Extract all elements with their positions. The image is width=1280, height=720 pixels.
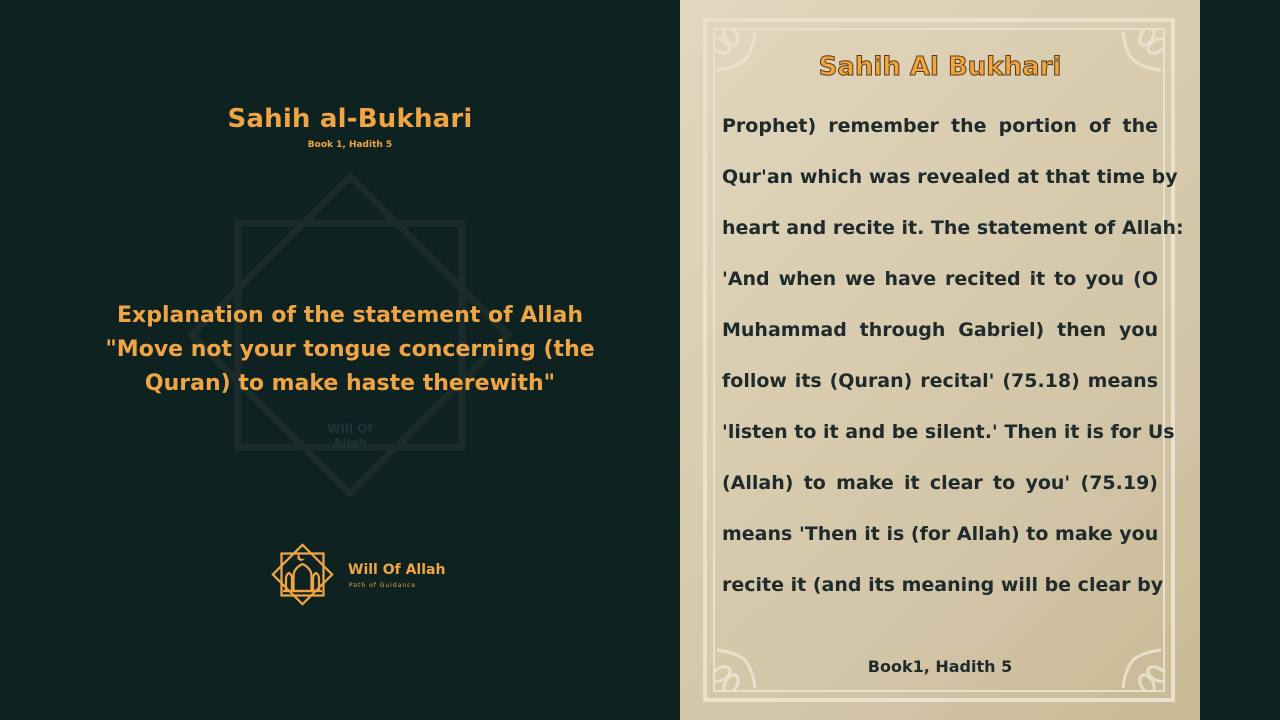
explanation-line: Explanation of the statement of Allah	[117, 303, 583, 328]
explanation-line: Quran) to make haste therewith"	[144, 371, 556, 396]
mosque-star-icon	[265, 537, 340, 612]
hadith-line: follow its (Quran) recital' (75.18) means	[722, 370, 1158, 392]
right-margin	[1200, 0, 1280, 720]
page-subtitle: Book 1, Hadith 5	[307, 140, 393, 150]
logo-tagline: Path of Guidance	[349, 582, 417, 589]
card-title: Sahih Al Bukhari	[818, 52, 1062, 82]
watermark-text: Will Of Allah	[327, 422, 373, 450]
hadith-line: means 'Then it is (for Allah) to make you	[722, 523, 1159, 545]
hadith-line: Qur'an which was revealed at that time by	[722, 166, 1178, 188]
corner-flower-icon	[1093, 620, 1163, 690]
logo-name: Will Of Allah	[348, 562, 446, 578]
hadith-line: Prophet) remember the portion of the	[722, 115, 1158, 137]
explanation-line: "Move not your tongue concerning (the	[105, 337, 595, 362]
hadith-line: (Allah) to make it clear to you' (75.19)	[722, 472, 1158, 494]
corner-flower-icon	[715, 620, 785, 690]
hadith-line: recite it (and its meaning will be clear by	[722, 574, 1164, 596]
hadith-line: Muhammad through Gabriel) then you	[722, 319, 1158, 341]
hadith-line: 'And when we have recited it to you (O	[722, 268, 1158, 290]
page-title: Sahih al-Bukhari	[227, 104, 473, 134]
hadith-reference: Book1, Hadith 5	[867, 657, 1013, 676]
hadith-line: heart and recite it. The statement of Allah:	[722, 217, 1184, 239]
hadith-line: 'listen to it and be silent.' Then it is for Us	[722, 421, 1175, 443]
